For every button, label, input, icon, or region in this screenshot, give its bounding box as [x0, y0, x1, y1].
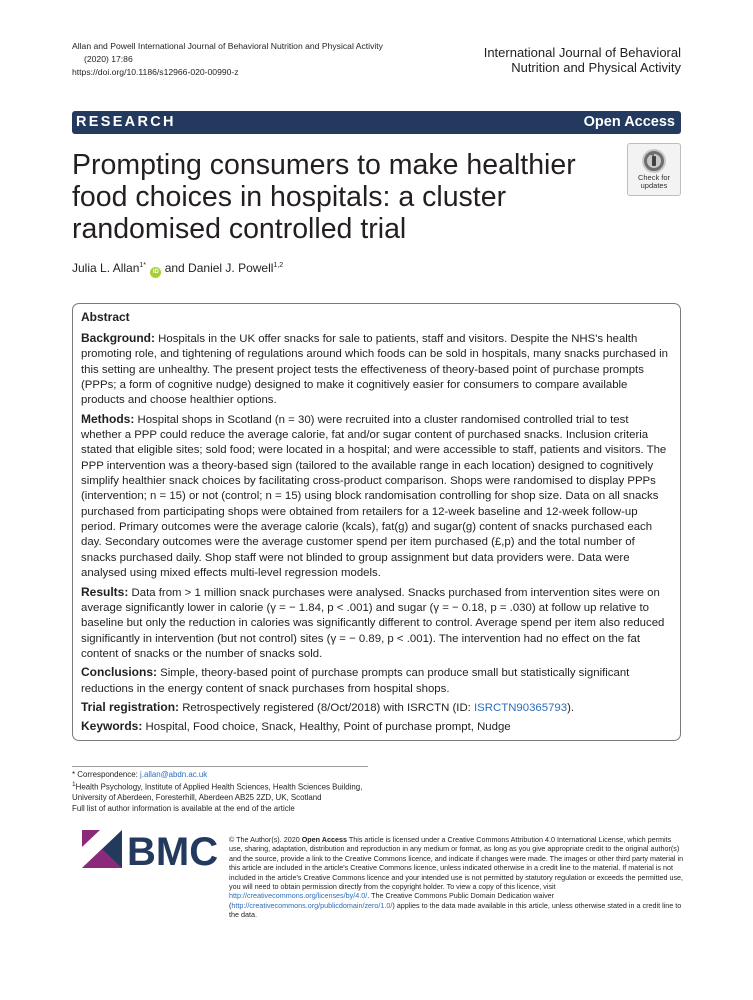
license-link-cc-by[interactable]: http://creativecommons.org/licenses/by/4.0/: [229, 891, 368, 901]
abstract-results: [81, 585, 672, 663]
footnotes: [72, 770, 372, 814]
affiliation: [72, 780, 372, 803]
abstract-heading: Abstract: [81, 310, 130, 324]
section-label: Background:: [81, 331, 156, 345]
check-for-updates-badge[interactable]: [627, 143, 681, 196]
license-body: . The Creative Commons Public Domain Dedication waiver (: [229, 891, 555, 910]
license-prefix: © The Author(s). 2020: [229, 835, 302, 844]
section-text: Hospitals in the UK offer snacks for sale to patients, staff and visitors. Despite the NHS's health promoting role, and tightening of regulations around which foods can be sold in hospitals, many snacks purchased in this setting are unhealthy. The present project tests the effectiveness of theory-based point of purchase prompts (PPPs; a form of cognitive nudge) designed to make it cognitively easier for consumers to compare available products and choose healthier options.: [81, 333, 668, 407]
abstract-box: [72, 303, 681, 741]
check-for-updates-line2: updates: [640, 181, 668, 190]
section-text: Retrospectively registered (8/Oct/2018) with ISRCTN (ID:: [179, 701, 475, 714]
abstract-methods: [81, 412, 672, 582]
journal-name-line2: Nutrition and Physical Activity: [511, 60, 681, 75]
author-affiliation-sup: 1*: [139, 262, 147, 269]
section-label: Results:: [81, 584, 129, 599]
article-type-banner: [72, 111, 681, 134]
author-name: Julia L. Allan: [72, 261, 140, 275]
license-open-access: Open Access: [301, 835, 347, 844]
abstract-background: [81, 331, 672, 409]
section-text: Simple, theory-based point of purchase prompts can produce small but statistically significant reductions in the energy content of snack purchases from hospital shops.: [81, 667, 630, 695]
citation-line1: Allan and Powell International Journal of Behavioral Nutrition and Physical Activity: [72, 41, 383, 51]
section-label: Conclusions:: [81, 665, 158, 680]
license-body: ) applies to the data made available in this article, unless otherwise stated in a credit line to the data.: [229, 900, 682, 920]
section-label: Trial registration:: [81, 699, 180, 714]
license-text: [229, 835, 686, 920]
author-name: and Daniel J. Powell: [164, 261, 274, 275]
section-label: Keywords:: [81, 719, 143, 734]
citation-line2: (2020) 17:86: [84, 54, 133, 64]
section-text: ).: [567, 701, 575, 714]
bmc-logo: [80, 828, 220, 872]
correspondence-label: * Correspondence:: [72, 770, 140, 779]
journal-name-line1: International Journal of Behavioral: [483, 45, 681, 60]
trial-registration-link[interactable]: ISRCTN90365793: [474, 701, 568, 714]
check-for-updates-icon: [641, 148, 667, 174]
section-text: Hospital, Food choice, Snack, Healthy, Point of purchase prompt, Nudge: [142, 721, 511, 734]
section-text: Hospital shops in Scotland (n = 30) were recruited into a cluster randomised controlled trial to test whether a PPP could reduce the average calorie, fat and/or sugar content of purchased snacks. Inclusion criteria stated that eligible sites; sold food; were located in a hospital; and were accessible to staff, patients and visitors. The PPP intervention was a theory-based sign (tailored to the available range in each location) designed to cognitively simplify healthier snack choices by facilitating cross-product comparison. Shops were randomised to display PPPs (intervention; n = 15) or not (control; n = 15) using block randomisation controlling for shop size. Data on all snacks purchased from participating shops were obtained from retailers for a 12-week baseline and 12-week follow-up period. Primary outcomes were the average calorie (kcals), fat(g) and sugar(g) content of snacks purchased each day. Secondary outcomes were the average customer spend per item purchased (£,p) and the total number of snacks purchased daily. Shop staff were not blinded to group assignment but data providers were. Data were analysed using mixed effects multi-level regression models.: [81, 413, 667, 580]
article-title: Prompting consumers to make healthier food choices in hospitals: a cluster randomised controlled trial: [72, 149, 576, 245]
author-affiliation-sup: 1,2: [273, 262, 284, 269]
author-list: [72, 260, 283, 278]
correspondence-email-link[interactable]: j.allan@abdn.ac.uk: [140, 770, 208, 779]
affiliation-sup: 1: [72, 781, 76, 789]
license-body: This article is licensed under a Creative Commons Attribution 4.0 International License, which permits use, sharing, adaptation, distribution and reproduction in any medium or format, as long as you give appropriate credit to the original author(s) and the source, provide a link to the Creative Commons licence, and indicate if changes were made. The images or other third party material in this article are included in the article's Creative Commons licence, unless indicated otherwise in a credit line to the material. If material is not included in the article's Creative Commons licence and your intended use is not permitted by statutory regulation or exceeds the permitted use, you will need to obtain permission directly from the copyright holder. To view a copy of this licence, visit: [229, 835, 684, 892]
citation-block: [72, 40, 432, 79]
section-text: Data from > 1 million snack purchases were analysed. Snacks purchased from intervention sites were on average significantly lower in calorie (γ = − 1.84, p < .001) and sugar (γ = − 0.18, p = .030) at follow up relative to baseline but only the reduction in calories was significantly different to control. Average spend per item also reduced significantly in intervention (but not control) sites (γ = − 0.89, p < .001). The intervention had no effect on the fat content of snacks or the number of snacks sold.: [81, 586, 665, 660]
section-label: Methods:: [81, 411, 135, 426]
license-link-cc-zero[interactable]: http://creativecommons.org/publicdomain/zero/1.0/: [231, 900, 393, 910]
journal-name: [441, 45, 681, 75]
footnote-divider: [72, 766, 368, 767]
full-author-info-note: Full list of author information is available at the end of the article: [72, 803, 295, 813]
correspondence: [72, 770, 372, 780]
check-for-updates-line1: Check for: [637, 173, 671, 182]
citation-doi[interactable]: https://doi.org/10.1186/s12966-020-00990-z: [72, 67, 239, 77]
affiliation-text: Health Psychology, Institute of Applied Health Sciences, Health Sciences Building, University of Aberdeen, Foresterhill, Aberdeen AB25 2ZD, UK, Scotland: [72, 783, 363, 803]
abstract-keywords: [81, 719, 672, 735]
abstract-conclusions: [81, 665, 672, 697]
abstract-trial-registration: [81, 700, 672, 716]
open-access-label: Open Access: [583, 114, 675, 130]
bmc-logo-text: BMC: [127, 830, 219, 872]
article-type-label: RESEARCH: [76, 114, 176, 130]
orcid-icon[interactable]: iD: [150, 267, 161, 278]
